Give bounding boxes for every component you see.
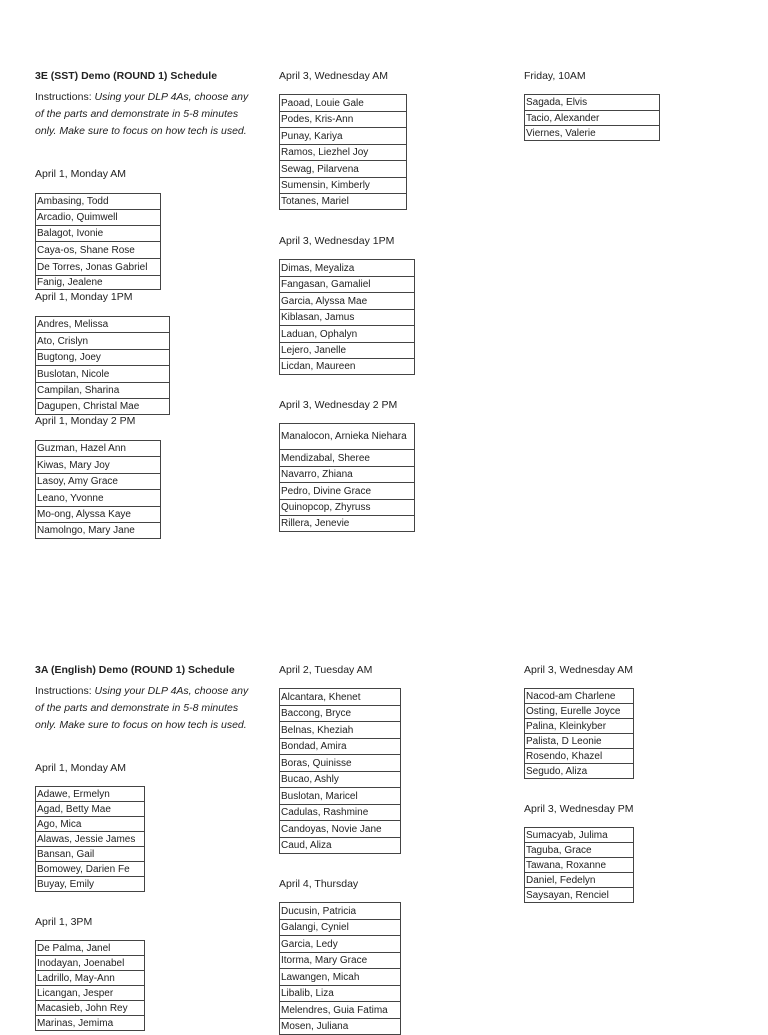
- student-name: Mendizabal, Sheree: [280, 450, 415, 467]
- student-name: Marinas, Jemima: [36, 1016, 145, 1031]
- table-row: [36, 1001, 145, 1016]
- table-row: [36, 817, 145, 832]
- student-name: De Palma, Janel: [36, 941, 145, 956]
- table-row: [36, 333, 170, 350]
- table-row: [36, 194, 161, 210]
- student-name: Ramos, Liezhel Joy: [280, 145, 407, 161]
- student-name: Garcia, Alyssa Mae: [280, 293, 415, 310]
- english-roster-table: [35, 786, 145, 892]
- table-row: [36, 366, 170, 383]
- student-name: Nacod-am Charlene: [525, 689, 634, 704]
- student-name: Sagada, Elvis: [525, 95, 660, 111]
- english-group-label: April 2, Tuesday AM: [279, 664, 373, 676]
- table-row: [280, 805, 401, 821]
- student-name: Bucao, Ashly: [280, 772, 401, 788]
- table-row: [525, 126, 660, 141]
- table-row: [36, 441, 161, 457]
- sst-roster-table: [279, 259, 415, 375]
- table-row: [36, 383, 170, 399]
- student-name: Cadulas, Rashmine: [280, 805, 401, 821]
- english-group-label: April 1, 3PM: [35, 916, 93, 928]
- student-name: Manalocon, Arnieka Niehara: [280, 424, 415, 450]
- student-name: Quinopcop, Zhyruss: [280, 500, 415, 516]
- student-name: Bondad, Amira: [280, 739, 401, 755]
- table-row: [36, 802, 145, 817]
- student-name: Adawe, Ermelyn: [36, 787, 145, 802]
- table-row: [280, 450, 415, 467]
- table-row: [525, 888, 634, 903]
- student-name: Segudo, Aliza: [525, 764, 634, 779]
- student-name: Fanig, Jealene: [36, 276, 161, 290]
- table-row: [36, 226, 161, 242]
- sst-roster-table: [279, 423, 415, 532]
- sst-group-label: April 3, Wednesday 2 PM: [279, 399, 398, 411]
- student-name: Daniel, Fedelyn: [525, 873, 634, 888]
- table-row: [36, 1016, 145, 1031]
- english-roster-table: [279, 688, 401, 854]
- student-name: Totanes, Mariel: [280, 194, 407, 210]
- student-name: Taguba, Grace: [525, 843, 634, 858]
- student-name: Ago, Mica: [36, 817, 145, 832]
- student-name: Navarro, Zhiana: [280, 467, 415, 483]
- table-row: [525, 689, 634, 704]
- english-group-label: April 4, Thursday: [279, 878, 359, 890]
- student-name: Mo-ong, Alyssa Kaye: [36, 507, 161, 523]
- student-name: Sumacyab, Julima: [525, 828, 634, 843]
- table-row: [280, 500, 415, 516]
- student-name: Itorma, Mary Grace: [280, 953, 401, 969]
- sst-instructions-prefix: Instructions:: [35, 91, 95, 103]
- table-row: [36, 276, 161, 290]
- table-row: [280, 260, 415, 277]
- table-row: [280, 95, 407, 112]
- table-row: [280, 483, 415, 500]
- sst-roster-table: [524, 94, 660, 141]
- student-name: Pedro, Divine Grace: [280, 483, 415, 500]
- table-row: [280, 706, 401, 722]
- student-name: Mosen, Juliana: [280, 1019, 401, 1035]
- table-row: [36, 832, 145, 847]
- student-name: Paoad, Louie Gale: [280, 95, 407, 112]
- english-roster-table: [279, 902, 401, 1035]
- student-name: Galangi, Cyniel: [280, 920, 401, 936]
- student-name: Baccong, Bryce: [280, 706, 401, 722]
- english-roster-table: [35, 940, 145, 1031]
- table-row: [280, 788, 401, 805]
- table-row: [280, 689, 401, 706]
- student-name: Lasoy, Amy Grace: [36, 474, 161, 490]
- student-name: Caya-os, Shane Rose: [36, 242, 161, 259]
- table-row: [525, 843, 634, 858]
- english-roster-table: [524, 688, 634, 779]
- table-row: [280, 194, 407, 210]
- student-name: Sumensin, Kimberly: [280, 178, 407, 194]
- table-row: [36, 474, 161, 490]
- table-row: [36, 941, 145, 956]
- student-name: Licdan, Maureen: [280, 359, 415, 375]
- english-schedule-title: 3A (English) Demo (ROUND 1) Schedule: [35, 664, 235, 676]
- student-name: Balagot, Ivonie: [36, 226, 161, 242]
- english-instructions: [35, 683, 250, 734]
- student-name: Viernes, Valerie: [525, 126, 660, 141]
- table-row: [280, 969, 401, 986]
- table-row: [280, 920, 401, 936]
- table-row: [280, 772, 401, 788]
- table-row: [525, 873, 634, 888]
- student-name: Alawas, Jessie James: [36, 832, 145, 847]
- table-row: [36, 862, 145, 877]
- student-name: Guzman, Hazel Ann: [36, 441, 161, 457]
- table-row: [280, 145, 407, 161]
- table-row: [280, 1002, 401, 1019]
- table-row: [280, 739, 401, 755]
- table-row: [36, 523, 161, 539]
- table-row: [280, 838, 401, 854]
- sst-group-label: April 3, Wednesday AM: [279, 70, 388, 82]
- table-row: [280, 467, 415, 483]
- table-row: [280, 310, 415, 326]
- table-row: [36, 956, 145, 971]
- student-name: Buslotan, Maricel: [280, 788, 401, 805]
- table-row: [36, 986, 145, 1001]
- student-name: Libalib, Liza: [280, 986, 401, 1002]
- table-row: [280, 326, 415, 343]
- student-name: Punay, Kariya: [280, 128, 407, 145]
- table-row: [525, 719, 634, 734]
- english-roster-table: [524, 827, 634, 903]
- table-row: [280, 277, 415, 293]
- sst-roster-table: [35, 316, 170, 415]
- table-row: [36, 457, 161, 474]
- student-name: Caud, Aliza: [280, 838, 401, 854]
- sst-roster-table: [35, 440, 161, 539]
- table-row: [525, 111, 660, 126]
- student-name: Ato, Crislyn: [36, 333, 170, 350]
- sst-schedule-title: 3E (SST) Demo (ROUND 1) Schedule: [35, 70, 218, 82]
- student-name: Buyay, Emily: [36, 877, 145, 892]
- table-row: [280, 359, 415, 375]
- student-name: Andres, Melissa: [36, 317, 170, 333]
- table-row: [280, 178, 407, 194]
- sst-group-label: Friday, 10AM: [524, 70, 586, 82]
- english-instructions-text: Using your DLP 4As, choose any of the parts and demonstrate in 5-8 minutes only. Make sure to focus on how tech is used.: [35, 685, 249, 731]
- sst-group-label: April 1, Monday AM: [35, 168, 127, 180]
- student-name: Kiblasan, Jamus: [280, 310, 415, 326]
- student-name: Melendres, Guia Fatima: [280, 1002, 401, 1019]
- student-name: Namolngo, Mary Jane: [36, 523, 161, 539]
- table-row: [36, 399, 170, 415]
- table-row: [280, 722, 401, 739]
- table-row: [525, 734, 634, 749]
- student-name: Bugtong, Joey: [36, 350, 170, 366]
- table-row: [36, 350, 170, 366]
- student-name: Lawangen, Micah: [280, 969, 401, 986]
- student-name: Ladrillo, May-Ann: [36, 971, 145, 986]
- sst-roster-table: [35, 193, 161, 290]
- table-row: [36, 210, 161, 226]
- sst-group-label: April 1, Monday 2 PM: [35, 415, 136, 427]
- student-name: Podes, Kris-Ann: [280, 112, 407, 128]
- student-name: Sewag, Pilarvena: [280, 161, 407, 178]
- table-row: [280, 903, 401, 920]
- english-instructions-prefix: Instructions:: [35, 685, 95, 697]
- student-name: Macasieb, John Rey: [36, 1001, 145, 1016]
- english-schedule-section: [35, 664, 250, 734]
- sst-schedule-section: [35, 70, 250, 140]
- student-name: Arcadio, Quimwell: [36, 210, 161, 226]
- table-row: [525, 704, 634, 719]
- table-row: [280, 516, 415, 532]
- student-name: Rillera, Jenevie: [280, 516, 415, 532]
- table-row: [280, 343, 415, 359]
- table-row: [525, 858, 634, 873]
- student-name: De Torres, Jonas Gabriel: [36, 259, 161, 276]
- student-name: Belnas, Kheziah: [280, 722, 401, 739]
- student-name: Boras, Quinisse: [280, 755, 401, 772]
- table-row: [280, 936, 401, 953]
- sst-group-label: April 3, Wednesday 1PM: [279, 235, 395, 247]
- student-name: Bomowey, Darien Fe: [36, 862, 145, 877]
- student-name: Tacio, Alexander: [525, 111, 660, 126]
- student-name: Bansan, Gail: [36, 847, 145, 862]
- table-row: [36, 259, 161, 276]
- table-row: [280, 161, 407, 178]
- english-group-label: April 3, Wednesday PM: [524, 803, 634, 815]
- student-name: Dimas, Meyaliza: [280, 260, 415, 277]
- student-name: Palina, Kleinkyber: [525, 719, 634, 734]
- sst-group-label: April 1, Monday 1PM: [35, 291, 133, 303]
- english-group-label: April 3, Wednesday AM: [524, 664, 633, 676]
- table-row: [525, 764, 634, 779]
- student-name: Saysayan, Renciel: [525, 888, 634, 903]
- table-row: [280, 128, 407, 145]
- table-row: [280, 953, 401, 969]
- student-name: Agad, Betty Mae: [36, 802, 145, 817]
- sst-roster-table: [279, 94, 407, 210]
- student-name: Inodayan, Joenabel: [36, 956, 145, 971]
- student-name: Buslotan, Nicole: [36, 366, 170, 383]
- student-name: Campilan, Sharina: [36, 383, 170, 399]
- student-name: Osting, Eurelle Joyce: [525, 704, 634, 719]
- table-row: [280, 112, 407, 128]
- table-row: [280, 1019, 401, 1035]
- english-group-label: April 1, Monday AM: [35, 762, 127, 774]
- table-row: [525, 749, 634, 764]
- table-row: [280, 424, 415, 450]
- table-row: [525, 828, 634, 843]
- table-row: [280, 293, 415, 310]
- table-row: [525, 95, 660, 111]
- student-name: Candoyas, Novie Jane: [280, 821, 401, 838]
- student-name: Dagupen, Christal Mae: [36, 399, 170, 415]
- table-row: [36, 877, 145, 892]
- sst-instructions: [35, 89, 250, 140]
- table-row: [36, 787, 145, 802]
- table-row: [36, 242, 161, 259]
- student-name: Ambasing, Todd: [36, 194, 161, 210]
- student-name: Ducusin, Patricia: [280, 903, 401, 920]
- student-name: Fangasan, Gamaliel: [280, 277, 415, 293]
- student-name: Rosendo, Khazel: [525, 749, 634, 764]
- table-row: [36, 490, 161, 507]
- student-name: Leano, Yvonne: [36, 490, 161, 507]
- student-name: Kiwas, Mary Joy: [36, 457, 161, 474]
- table-row: [280, 821, 401, 838]
- table-row: [36, 847, 145, 862]
- student-name: Alcantara, Khenet: [280, 689, 401, 706]
- student-name: Palista, D Leonie: [525, 734, 634, 749]
- table-row: [36, 317, 170, 333]
- student-name: Licangan, Jesper: [36, 986, 145, 1001]
- table-row: [36, 507, 161, 523]
- student-name: Lejero, Janelle: [280, 343, 415, 359]
- student-name: Laduan, Ophalyn: [280, 326, 415, 343]
- student-name: Garcia, Ledy: [280, 936, 401, 953]
- student-name: Tawana, Roxanne: [525, 858, 634, 873]
- sst-instructions-text: Using your DLP 4As, choose any of the parts and demonstrate in 5-8 minutes only. Make sure to focus on how tech is used.: [35, 91, 249, 137]
- table-row: [280, 986, 401, 1002]
- table-row: [36, 971, 145, 986]
- table-row: [280, 755, 401, 772]
